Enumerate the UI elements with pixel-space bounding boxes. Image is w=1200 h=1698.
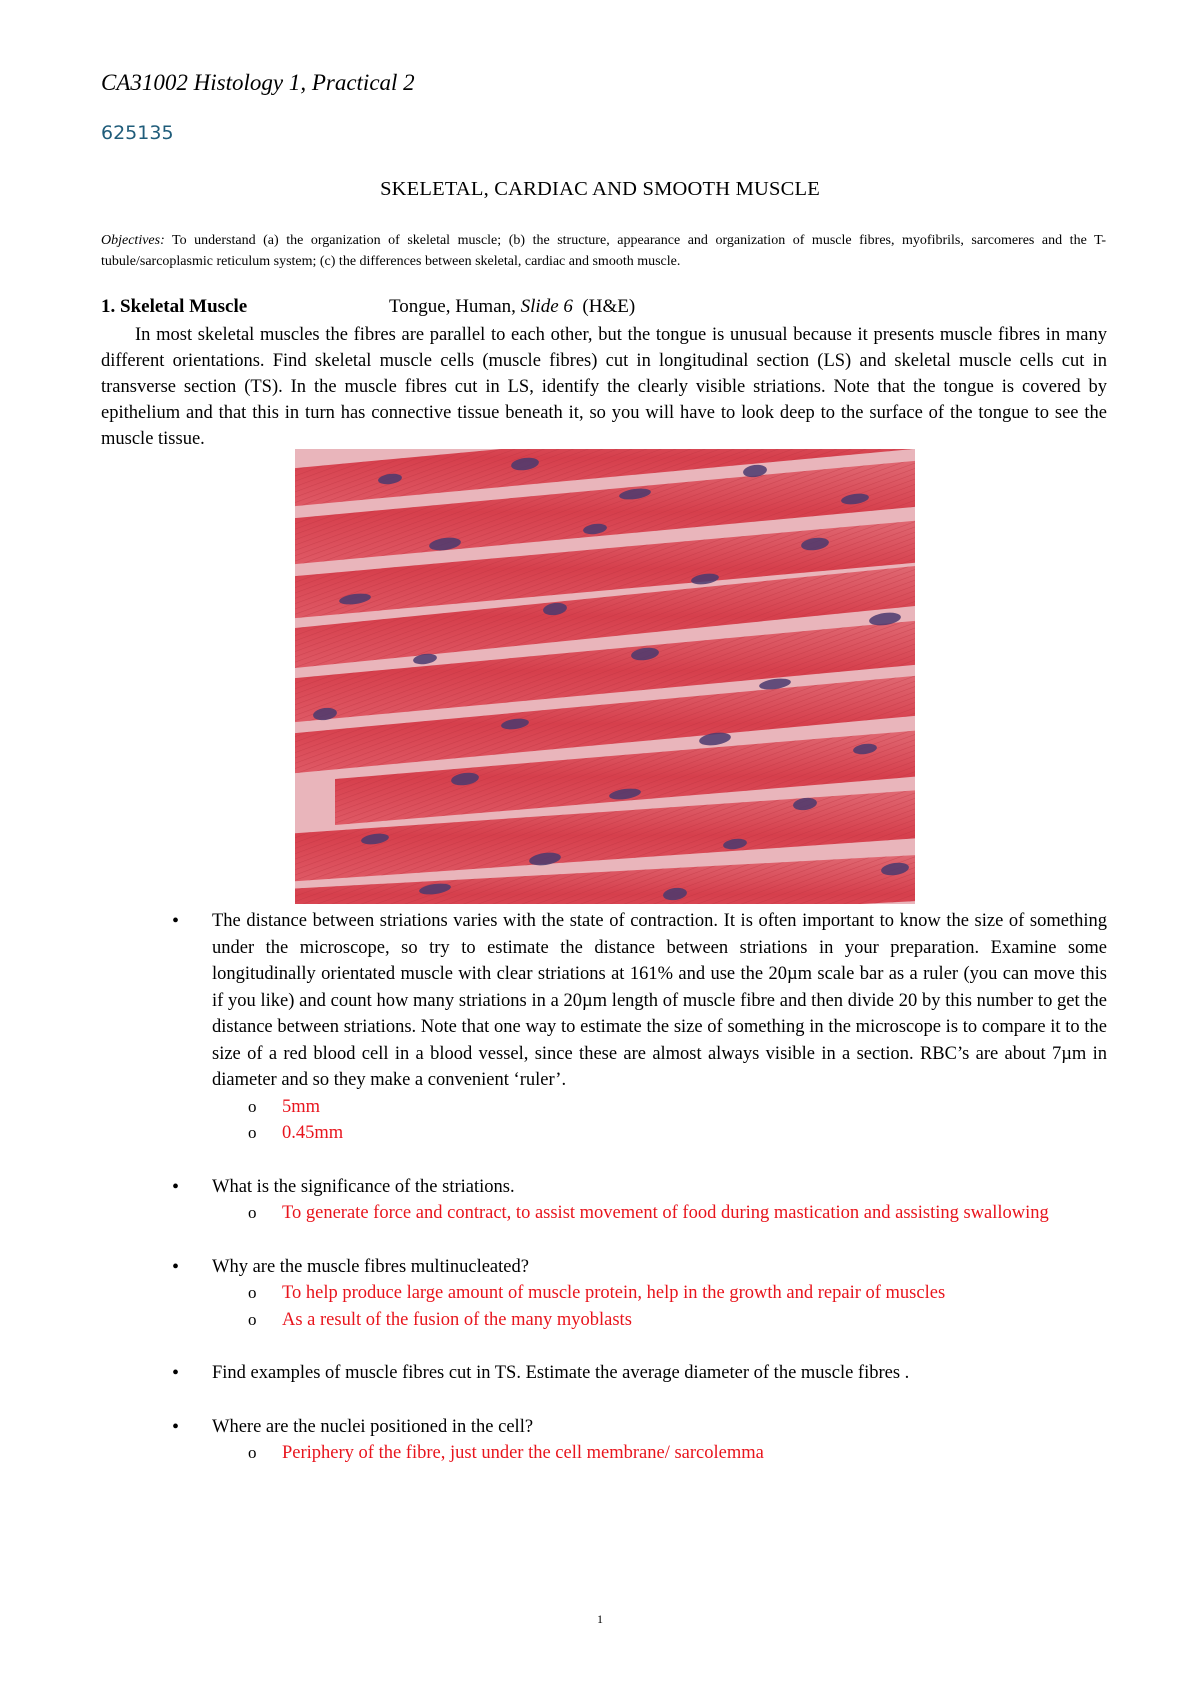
section-heading xyxy=(101,296,636,318)
question-text: Why are the muscle fibres multinucleated? xyxy=(212,1256,529,1277)
question-text: What is the significance of the striations. xyxy=(212,1176,515,1197)
spacer xyxy=(172,1147,1107,1174)
objectives-text: To understand (a) the organization of skeletal muscle; (b) the structure, appearance and organization of muscle fibres, myofibrils, sarcomeres and the T-tubule/sarcoplasmic reticulum system; (c) the differences between skeletal, cardiac and smooth muscle. xyxy=(101,233,1106,269)
slide-info xyxy=(389,296,635,318)
answer-item: o As a result of the fusion of the many myoblasts xyxy=(248,1307,1107,1334)
answer-list xyxy=(212,1440,1107,1467)
micrograph-image xyxy=(295,449,915,904)
spacer xyxy=(172,1333,1107,1360)
section-title: 1. Skeletal Muscle xyxy=(101,296,248,317)
answer-item: o To help produce large amount of muscle protein, help in the growth and repair of muscles xyxy=(248,1280,1107,1307)
slide-stain: (H&E) xyxy=(582,296,636,317)
list-item xyxy=(172,1360,1107,1387)
question-text: The distance between striations varies with the state of contraction. It is often important to know the size of something under the microscope, so try to estimate the distance between striations in your preparation. Examine some longitudinally orientated muscle with clear striations at 161% and use the 20µm scale bar as a ruler (you can move this if you like) and count how many striations in a 20µm length of muscle fibre and then divide 20 by this number to get the distance between striations. Note that one way to estimate the size of something in the microscope is to compare it to the size of a red blood cell in a blood vessel, since these are almost always visible in a section. RBC’s are about 7µm in diameter and so they make a convenient ‘ruler’. xyxy=(212,911,1107,1090)
document-code: 625135 xyxy=(101,122,174,144)
page-title: SKELETAL, CARDIAC AND SMOOTH MUSCLE xyxy=(380,178,820,200)
objectives-label: Objectives: xyxy=(101,233,165,248)
answer-item: o 5mm xyxy=(248,1094,1107,1121)
course-title: CA31002 Histology 1, Practical 2 xyxy=(101,70,415,95)
question-text: Where are the nuclei positioned in the cell? xyxy=(212,1416,534,1437)
page-number: 1 xyxy=(597,1612,603,1626)
question-list xyxy=(172,908,1107,1467)
answer-list xyxy=(212,1200,1107,1227)
slide-name: Slide 6 xyxy=(520,296,573,317)
spacer xyxy=(172,1387,1107,1414)
spacer xyxy=(172,1227,1107,1254)
list-item xyxy=(172,1414,1107,1467)
answer-item: o 0.45mm xyxy=(248,1120,1107,1147)
slide-specimen: Tongue, Human, xyxy=(389,296,516,317)
answer-list xyxy=(212,1094,1107,1147)
list-item xyxy=(172,908,1107,1147)
answer-item: o To generate force and contract, to assist movement of food during mastication and assisting swallowing xyxy=(248,1200,1107,1227)
list-item xyxy=(172,1174,1107,1227)
question-text: Find examples of muscle fibres cut in TS. Estimate the average diameter of the muscle fibres . xyxy=(212,1363,910,1383)
list-item xyxy=(172,1254,1107,1334)
objectives-paragraph xyxy=(101,230,1106,272)
intro-paragraph: In most skeletal muscles the fibres are parallel to each other, but the tongue is unusual because it presents muscle fibres in many different orientations. Find skeletal muscle cells (muscle fibres) cut in longitudinal section (LS) and skeletal muscle cells cut in transverse section (TS). In the muscle fibres cut in LS, identify the clearly visible striations. Note that the tongue is covered by epithelium and that this in turn has connective tissue beneath it, so you will have to look deep to the surface of the tongue to see the muscle tissue. xyxy=(101,325,1107,449)
answer-item: o Periphery of the fibre, just under the cell membrane/ sarcolemma xyxy=(248,1440,1107,1467)
answer-list xyxy=(212,1280,1107,1333)
skeletal-muscle-micrograph xyxy=(295,449,915,904)
